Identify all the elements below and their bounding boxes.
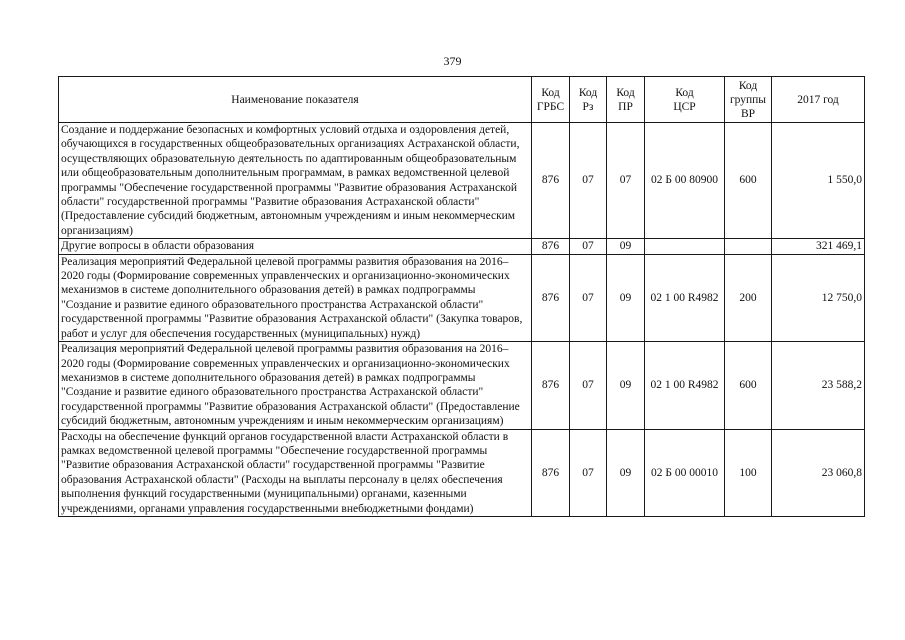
- row-vr: 200: [725, 254, 772, 341]
- header-pr: [607, 77, 645, 123]
- row-pr: 09: [607, 254, 645, 341]
- header-vr-line3: ВР: [740, 107, 756, 120]
- row-vr: 100: [725, 429, 772, 516]
- header-vr: [725, 77, 772, 123]
- row-rz: 07: [570, 429, 607, 516]
- row-grbs: 876: [532, 123, 570, 239]
- row-grbs: 876: [532, 239, 570, 254]
- row-amount: 12 750,0: [772, 254, 865, 341]
- header-csr-line2: ЦСР: [673, 100, 696, 113]
- row-vr: 600: [725, 123, 772, 239]
- header-pr-line2: ПР: [618, 100, 633, 113]
- row-csr: 02 Б 00 00010: [645, 429, 725, 516]
- header-rz-line1: Код: [578, 86, 598, 99]
- table-row: [59, 123, 865, 239]
- row-csr: 02 Б 00 80900: [645, 123, 725, 239]
- row-pr: 09: [607, 429, 645, 516]
- row-amount: 23 060,8: [772, 429, 865, 516]
- row-csr: 02 1 00 R4982: [645, 342, 725, 429]
- row-csr: 02 1 00 R4982: [645, 254, 725, 341]
- row-amount: 321 469,1: [772, 239, 865, 254]
- table-row: [59, 254, 865, 341]
- row-rz: 07: [570, 239, 607, 254]
- row-name: Другие вопросы в области образования: [59, 239, 532, 254]
- header-grbs-line1: Код: [541, 86, 560, 99]
- row-pr: 07: [607, 123, 645, 239]
- row-name: Создание и поддержание безопасных и комфортных условий отдыха и оздоровления детей, обучающихся в государственных общеобразовательных организациях Астраханской области, осуществляющих образовательную деятельность по адаптированным общеобразовательным или общеобразовательным дополнительным программам, в рамках ведомственной целевой программы "Обеспечение государственной программы "Развитие образования Астраханской области" государственной программы "Развитие образования Астраханской области" (Предоставление субсидий бюджетным, автономным учреждениям и иным некоммерческим организациям): [59, 123, 532, 239]
- header-rz: [570, 77, 607, 123]
- header-csr-line1: Код: [675, 86, 694, 99]
- header-grbs-line2: ГРБС: [536, 100, 565, 113]
- table-row: [59, 342, 865, 429]
- header-vr-line2: группы: [729, 93, 767, 106]
- row-csr: [645, 239, 725, 254]
- row-amount: 23 588,2: [772, 342, 865, 429]
- table-header-row: [59, 77, 865, 123]
- row-pr: 09: [607, 239, 645, 254]
- header-rz-line2: Рз: [582, 100, 594, 113]
- row-name: Расходы на обеспечение функций органов государственной власти Астраханской области в рамках ведомственной целевой программы "Обеспечение государственной программы "Развитие образования Астраханской области" государственной программы "Развитие образования Астраханской области" (Расходы на выплаты персоналу в целях обеспечения выполнения функций государственными (муниципальными) органами, казенными учреждениями, органами управления государственными внебюджетными фондами): [59, 429, 532, 516]
- row-grbs: 876: [532, 429, 570, 516]
- header-vr-line1: Код: [738, 79, 758, 92]
- header-csr: [645, 77, 725, 123]
- header-grbs: [532, 77, 570, 123]
- row-rz: 07: [570, 342, 607, 429]
- row-amount: 1 550,0: [772, 123, 865, 239]
- row-pr: 09: [607, 342, 645, 429]
- row-vr: [725, 239, 772, 254]
- budget-table: [58, 76, 865, 517]
- row-name: Реализация мероприятий Федеральной целевой программы развития образования на 2016–2020 годы (Формирование современных управленческих и организационно-экономических механизмов в системе дополнительного образования детей) в рамках подпрограммы "Создание и развитие единого образовательного пространства Астраханской области" государственной программы "Развитие образования Астраханской области" (Закупка товаров, работ и услуг для обеспечения государственных (муниципальных) нужд): [59, 254, 532, 341]
- header-pr-line1: Код: [616, 86, 635, 99]
- row-rz: 07: [570, 254, 607, 341]
- row-name: Реализация мероприятий Федеральной целевой программы развития образования на 2016–2020 годы (Формирование современных управленческих и организационно-экономических механизмов в системе дополнительного образования детей) в рамках подпрограммы "Создание и развитие единого образовательного пространства Астраханской области" государственной программы "Развитие образования Астраханской области" (Предоставление субсидий бюджетным, автономным учреждениям и иным некоммерческим организациям): [59, 342, 532, 429]
- table-row: [59, 429, 865, 516]
- row-grbs: 876: [532, 342, 570, 429]
- header-name: Наименование показателя: [59, 77, 532, 123]
- page-number: 379: [443, 54, 462, 68]
- table-row: [59, 239, 865, 254]
- row-vr: 600: [725, 342, 772, 429]
- row-rz: 07: [570, 123, 607, 239]
- header-year: 2017 год: [772, 77, 865, 123]
- row-grbs: 876: [532, 254, 570, 341]
